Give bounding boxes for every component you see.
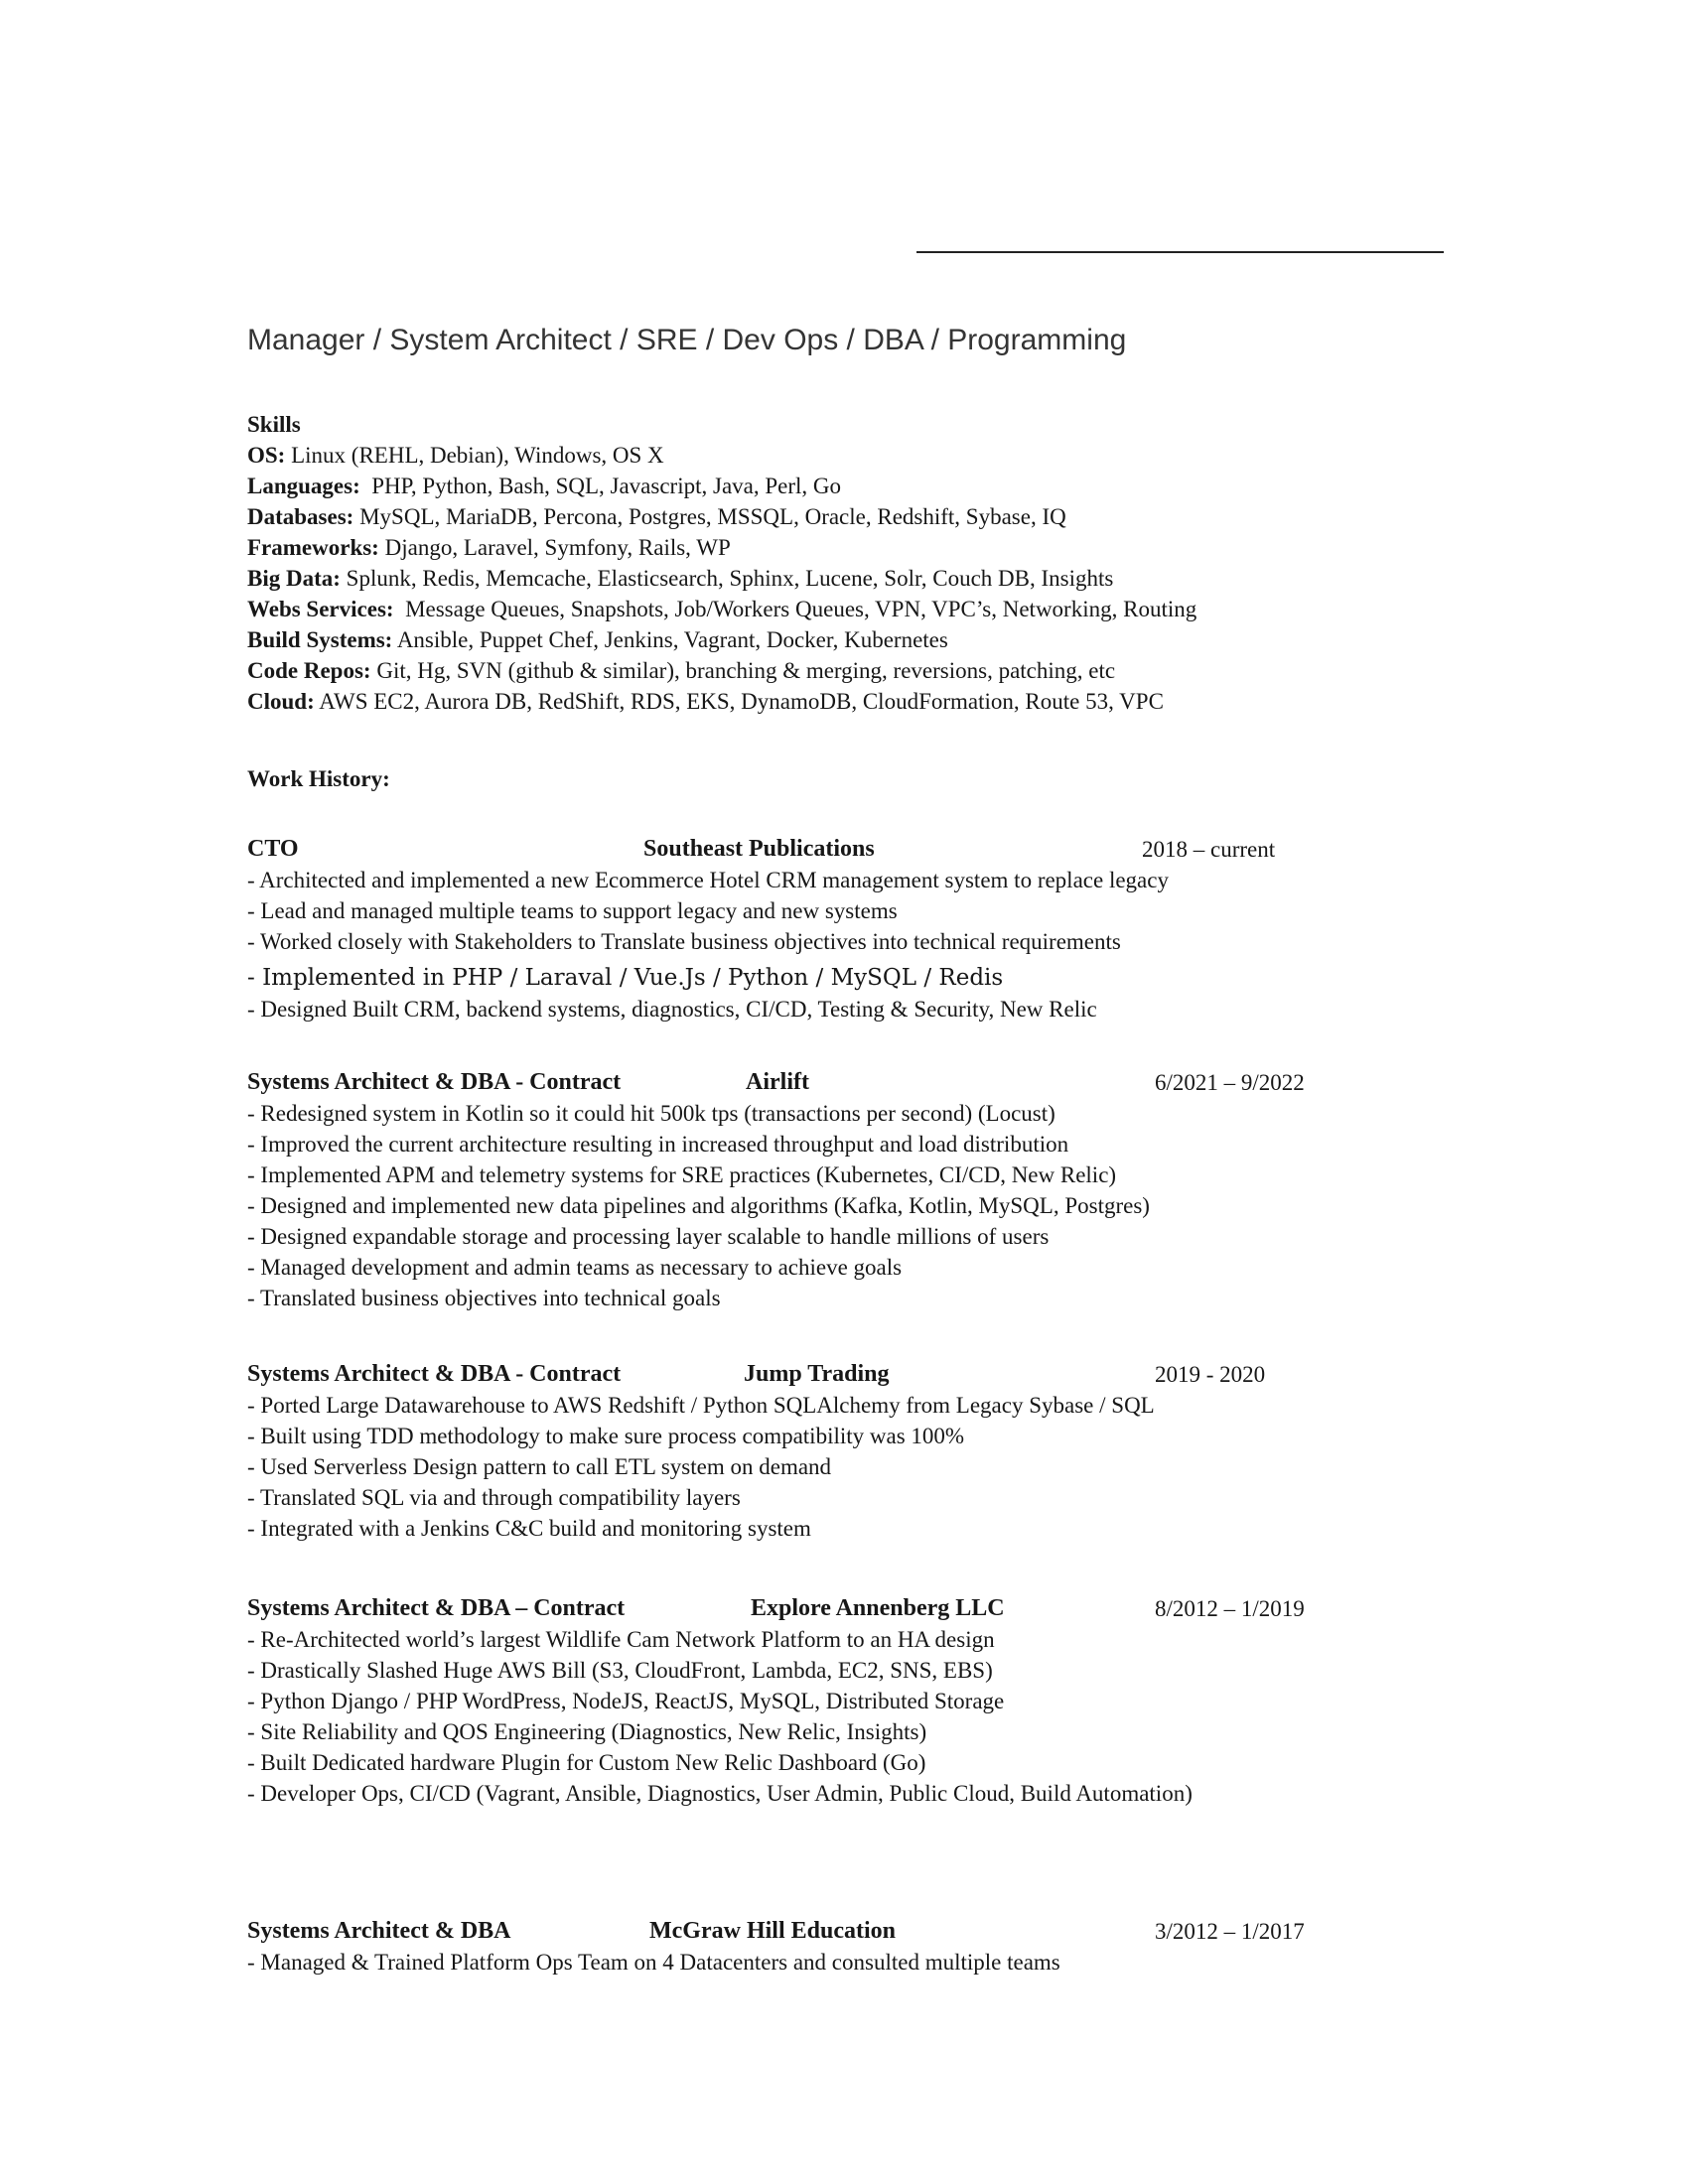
job-company: Southeast Publications xyxy=(643,836,875,862)
job-bullet: - Integrated with a Jenkins C&C build and monitoring system xyxy=(247,1516,811,1541)
work-history-heading: Work History: xyxy=(247,766,390,791)
skill-text: Splunk, Redis, Memcache, Elasticsearch, Sphinx, Lucene, Solr, Couch DB, Insights xyxy=(340,566,1114,591)
skills-list xyxy=(247,440,1608,717)
skill-text: Message Queues, Snapshots, Job/Workers Queues, VPN, VPC’s, Networking, Routing xyxy=(393,597,1197,621)
job-header xyxy=(247,1916,1618,1947)
skill-line xyxy=(247,532,1608,563)
job-header xyxy=(247,834,1618,865)
skills-heading: Skills xyxy=(247,412,301,437)
job-role: CTO xyxy=(247,836,299,862)
job-header xyxy=(247,1067,1618,1098)
job-bullet: - Managed development and admin teams as necessary to achieve goals xyxy=(247,1255,903,1280)
skill-text: MySQL, MariaDB, Percona, Postgres, MSSQL, Oracle, Redshift, Sybase, IQ xyxy=(353,504,1066,529)
skill-text: AWS EC2, Aurora DB, RedShift, RDS, EKS, DynamoDB, CloudFormation, Route 53, VPC xyxy=(314,689,1164,714)
job-bullet: - Built using TDD methodology to make sure process compatibility was 100% xyxy=(247,1424,965,1448)
job-role: Systems Architect & DBA - Contract xyxy=(247,1069,622,1095)
job-company: Airlift xyxy=(746,1069,809,1095)
job-entry xyxy=(247,1359,1618,1544)
job-bullet: - Implemented APM and telemetry systems for SRE practices (Kubernetes, CI/CD, New Relic) xyxy=(247,1162,1117,1187)
job-bullet: - Drastically Slashed Huge AWS Bill (S3, CloudFront, Lambda, EC2, SNS, EBS) xyxy=(247,1658,993,1683)
skill-text: Git, Hg, SVN (github & similar), branching & merging, reversions, patching, etc xyxy=(370,658,1116,683)
skill-line xyxy=(247,655,1608,686)
skill-text: Ansible, Puppet Chef, Jenkins, Vagrant, Docker, Kubernetes xyxy=(392,627,948,652)
job-header xyxy=(247,1359,1618,1390)
job-bullet: - Designed Built CRM, backend systems, diagnostics, CI/CD, Testing & Security, New Relic xyxy=(247,997,1097,1022)
skill-label: OS: xyxy=(247,443,286,468)
page-title: Manager / System Architect / SRE / Dev Ops / DBA / Programming xyxy=(247,324,1127,356)
skill-line xyxy=(247,501,1608,532)
skill-line xyxy=(247,594,1608,624)
skill-label: Languages: xyxy=(247,474,360,498)
job-header xyxy=(247,1593,1618,1624)
job-bullet: - Python Django / PHP WordPress, NodeJS, ReactJS, MySQL, Distributed Storage xyxy=(247,1689,1005,1713)
skill-text: Django, Laravel, Symfony, Rails, WP xyxy=(378,535,731,560)
job-bullet: - Worked closely with Stakeholders to Translate business objectives into technical requirements xyxy=(247,929,1121,954)
job-bullet: - Re-Architected world’s largest Wildlife Cam Network Platform to an HA design xyxy=(247,1627,995,1652)
skill-label: Webs Services: xyxy=(247,597,394,621)
job-bullet: - Translated SQL via and through compatibility layers xyxy=(247,1485,741,1510)
skill-text: Linux (REHL, Debian), Windows, OS X xyxy=(285,443,664,468)
job-entry xyxy=(247,834,1618,1024)
job-bullet: - Improved the current architecture resulting in increased throughput and load distribution xyxy=(247,1132,1069,1157)
job-company: Jump Trading xyxy=(744,1361,890,1387)
skill-label: Databases: xyxy=(247,504,354,529)
job-bullet: - Site Reliability and QOS Engineering (Diagnostics, New Relic, Insights) xyxy=(247,1719,927,1744)
job-entry xyxy=(247,1916,1618,1978)
job-bullet: - Managed & Trained Platform Ops Team on 4 Datacenters and consulted multiple teams xyxy=(247,1950,1060,1975)
job-bullet: - Ported Large Datawarehouse to AWS Redshift / Python SQLAlchemy from Legacy Sybase / SQL xyxy=(247,1393,1155,1418)
skill-label: Code Repos: xyxy=(247,658,371,683)
job-dates: 2018 – current xyxy=(1142,837,1276,862)
job-dates: 3/2012 – 1/2017 xyxy=(1155,1919,1305,1944)
skill-line xyxy=(247,686,1608,717)
job-role: Systems Architect & DBA - Contract xyxy=(247,1361,622,1387)
job-bullet: - Lead and managed multiple teams to support legacy and new systems xyxy=(247,898,898,923)
job-bullet: - Designed expandable storage and processing layer scalable to handle millions of users xyxy=(247,1224,1050,1249)
job-dates: 8/2012 – 1/2019 xyxy=(1155,1596,1305,1621)
skill-line xyxy=(247,624,1608,655)
job-company: McGraw Hill Education xyxy=(649,1918,896,1944)
job-entry xyxy=(247,1067,1618,1313)
job-dates: 6/2021 – 9/2022 xyxy=(1155,1070,1305,1095)
job-bullet: - Designed and implemented new data pipelines and algorithms (Kafka, Kotlin, MySQL, Postgres) xyxy=(247,1193,1150,1218)
job-bullet: - Architected and implemented a new Ecommerce Hotel CRM management system to replace legacy xyxy=(247,868,1169,892)
job-bullet: - Built Dedicated hardware Plugin for Custom New Relic Dashboard (Go) xyxy=(247,1750,926,1775)
job-bullet: - Developer Ops, CI/CD (Vagrant, Ansible, Diagnostics, User Admin, Public Cloud, Build Automation) xyxy=(247,1781,1193,1806)
job-bullet: - Implemented in PHP / Laraval / Vue.Js / Python / MySQL / Redis xyxy=(247,965,1004,991)
job-bullet: - Used Serverless Design pattern to call ETL system on demand xyxy=(247,1454,832,1479)
skills-section xyxy=(247,409,1608,717)
job-bullet: - Translated business objectives into technical goals xyxy=(247,1286,721,1310)
job-dates: 2019 - 2020 xyxy=(1155,1362,1266,1387)
skill-label: Build Systems: xyxy=(247,627,393,652)
skill-label: Cloud: xyxy=(247,689,315,714)
skill-label: Big Data: xyxy=(247,566,341,591)
job-bullet: - Redesigned system in Kotlin so it could hit 500k tps (transactions per second) (Locust) xyxy=(247,1101,1055,1126)
job-company: Explore Annenberg LLC xyxy=(751,1595,1005,1621)
skill-line xyxy=(247,471,1608,501)
job-entry xyxy=(247,1593,1618,1809)
skill-line xyxy=(247,440,1608,471)
skill-label: Frameworks: xyxy=(247,535,379,560)
job-role: Systems Architect & DBA – Contract xyxy=(247,1595,626,1621)
header-rule xyxy=(916,251,1444,253)
job-role: Systems Architect & DBA xyxy=(247,1918,511,1944)
skill-text: PHP, Python, Bash, SQL, Javascript, Java, Perl, Go xyxy=(359,474,842,498)
skill-line xyxy=(247,563,1608,594)
